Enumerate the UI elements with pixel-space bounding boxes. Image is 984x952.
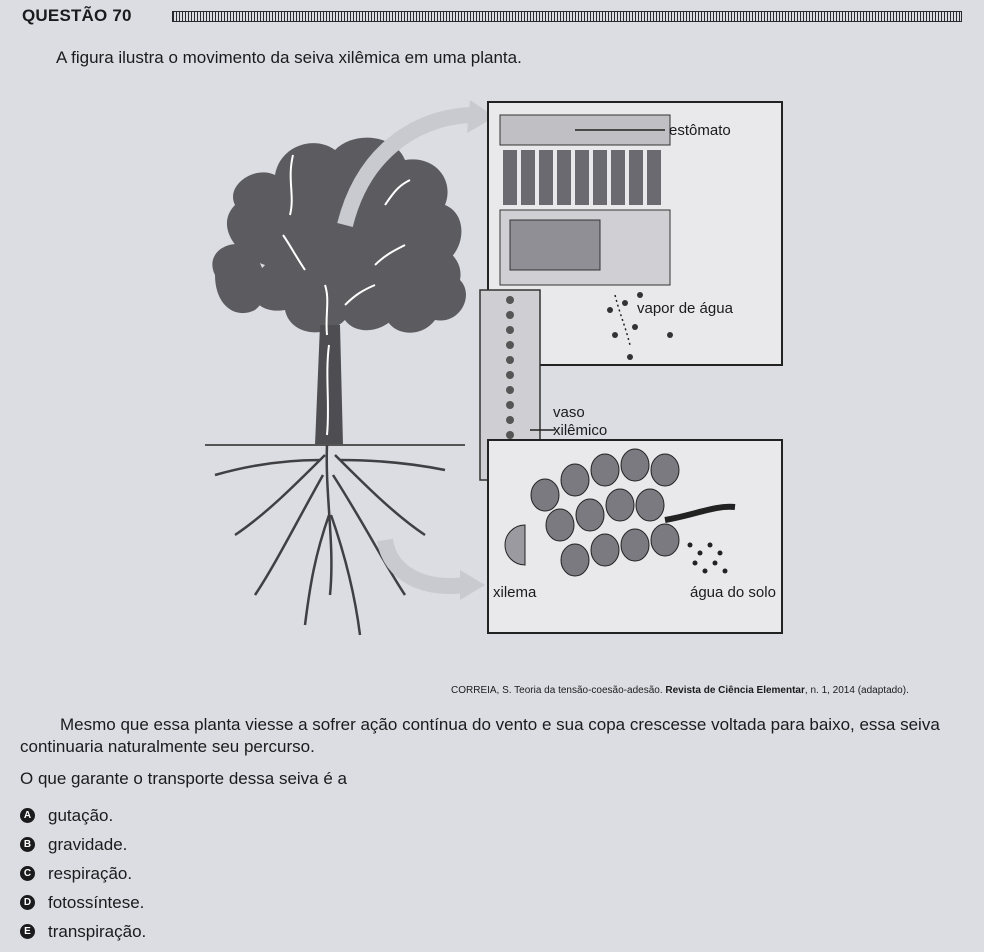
option-a-text: gutação. [48, 805, 114, 825]
figure-citation [451, 685, 909, 696]
option-d-text: fotossíntese. [48, 892, 145, 912]
option-b[interactable] [20, 830, 146, 859]
option-d-badge: D [20, 895, 35, 910]
citation-journal: Revista de Ciência Elementar [665, 685, 805, 696]
xylem-sap-figure [195, 95, 795, 675]
label-estomato: estômato [669, 122, 731, 139]
option-e-text: transpiração. [48, 921, 147, 941]
question-intro: A figura ilustra o movimento da seiva xilêmica em uma planta. [56, 48, 522, 67]
option-c-text: respiração. [48, 863, 133, 883]
answer-options [20, 801, 146, 946]
option-b-text: gravidade. [48, 834, 128, 854]
label-vaso-2: xilêmico [553, 422, 608, 439]
option-c[interactable] [20, 859, 146, 888]
label-vaso-1: vaso [553, 404, 585, 421]
option-a[interactable] [20, 801, 146, 830]
tree-illustration [205, 138, 466, 635]
citation-prefix: CORREIA, S. Teoria da tensão-coesão-adesão. [451, 685, 666, 696]
question-number: QUESTÃO 70 [22, 6, 132, 25]
tree-roots [215, 445, 445, 635]
option-c-badge: C [20, 866, 35, 881]
tree-trunk [315, 325, 343, 445]
label-vapor: vapor de água [637, 300, 733, 317]
label-xilema: xilema [493, 584, 537, 601]
question-prompt: O que garante o transporte dessa seiva é a [20, 769, 347, 788]
lower-curved-arrow [385, 540, 465, 586]
question-paragraph: Mesmo que essa planta viesse a sofrer ação contínua do vento e sua copa crescesse voltada para baixo, essa seiva continuaria naturalmente seu percurso. [20, 715, 940, 756]
option-a-badge: A [20, 808, 35, 823]
option-d[interactable] [20, 888, 146, 917]
label-agua-solo: água do solo [690, 584, 776, 601]
citation-suffix: , n. 1, 2014 (adaptado). [804, 685, 909, 696]
lower-arrowhead [460, 570, 485, 600]
header-rule [172, 11, 962, 22]
option-e-badge: E [20, 924, 35, 939]
option-b-badge: B [20, 837, 35, 852]
option-e[interactable] [20, 917, 146, 946]
